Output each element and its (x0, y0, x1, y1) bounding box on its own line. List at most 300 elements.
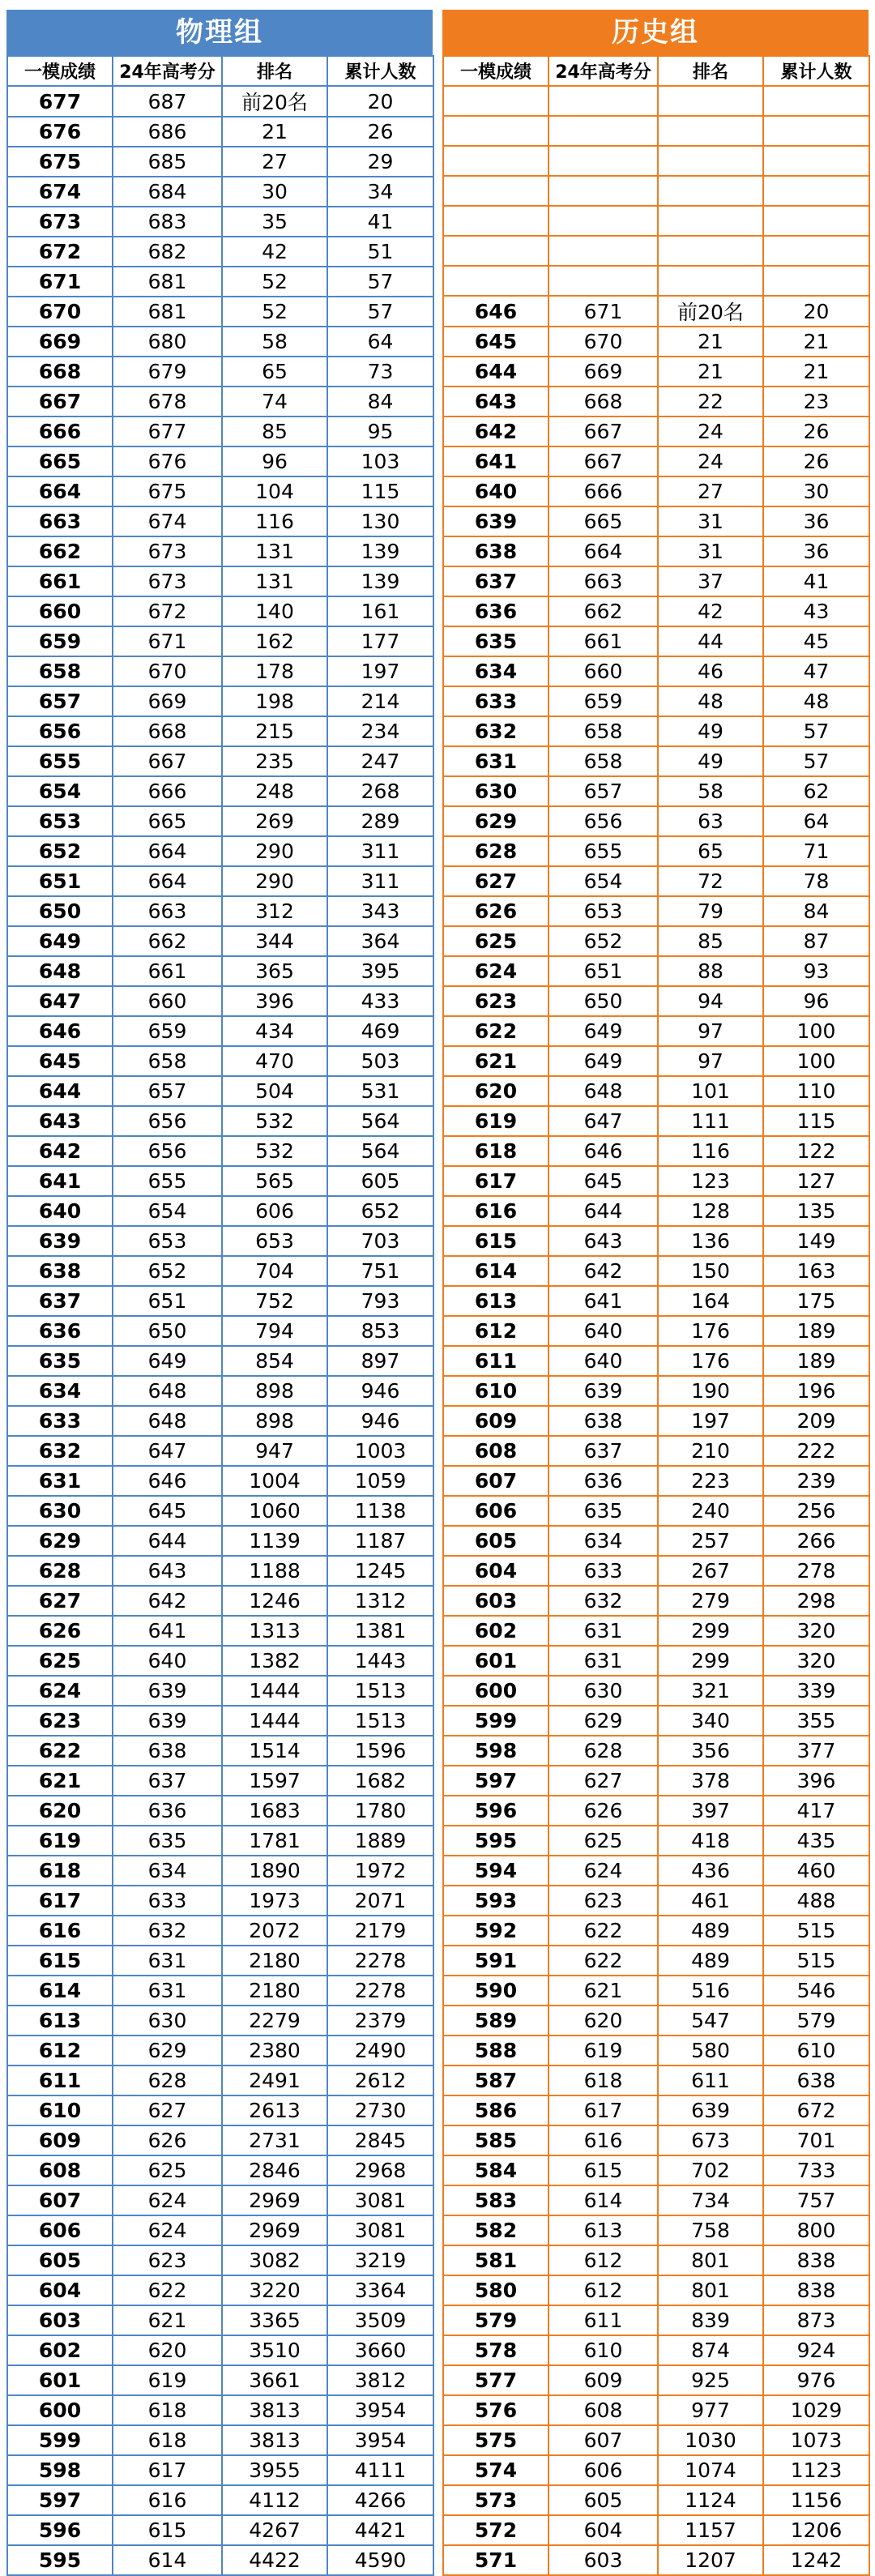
cell-mock-score: 582 (443, 2215, 548, 2245)
cell-rank: 547 (658, 2006, 763, 2036)
cell-mock-score (443, 86, 548, 116)
header-mock-score: 一模成绩 (7, 56, 113, 86)
cell-rank: 639 (658, 2095, 763, 2125)
cell-rank: 3813 (222, 2395, 327, 2425)
cell-rank: 101 (658, 1076, 763, 1106)
table-row (7, 986, 433, 1016)
cell-gaokao-score: 625 (113, 2155, 222, 2185)
cell-mock-score: 593 (443, 1886, 548, 1916)
table-row (443, 2275, 869, 2305)
cell-cumulative: 2071 (327, 1886, 433, 1916)
cell-gaokao-score: 621 (548, 1976, 658, 2006)
cell-mock-score: 615 (7, 1946, 113, 1976)
table-row (443, 806, 869, 836)
cell-cumulative: 320 (763, 1646, 869, 1676)
history-table (442, 55, 870, 2576)
table-row (443, 1166, 869, 1196)
table-row (7, 776, 433, 806)
table-row (7, 2006, 433, 2036)
table-row (443, 1736, 869, 1766)
cell-gaokao-score: 679 (113, 357, 222, 387)
cell-cumulative: 701 (763, 2125, 869, 2155)
table-row (443, 1046, 869, 1076)
table-row (7, 656, 433, 686)
cell-cumulative: 672 (763, 2095, 869, 2125)
header-cumulative: 累计人数 (327, 56, 433, 86)
cell-mock-score: 640 (443, 476, 548, 506)
cell-mock-score: 625 (7, 1646, 113, 1676)
cell-gaokao-score: 642 (548, 1256, 658, 1286)
cell-mock-score: 663 (7, 506, 113, 536)
cell-mock-score: 629 (7, 1526, 113, 1556)
cell-cumulative: 638 (763, 2065, 869, 2095)
cell-rank: 489 (658, 1916, 763, 1946)
cell-cumulative: 71 (763, 836, 869, 866)
cell-mock-score: 576 (443, 2395, 548, 2425)
cell-gaokao-score: 649 (113, 1346, 222, 1376)
cell-cumulative: 4266 (327, 2485, 433, 2515)
cell-mock-score: 609 (7, 2125, 113, 2155)
table-row (7, 1646, 433, 1676)
cell-mock-score: 627 (7, 1586, 113, 1616)
cell-rank: 21 (658, 357, 763, 387)
table-row (7, 1256, 433, 1286)
cell-rank: 96 (222, 446, 327, 476)
cell-gaokao-score: 665 (548, 506, 658, 536)
table-row (443, 2185, 869, 2215)
cell-rank: 前20名 (658, 296, 763, 327)
cell-mock-score: 606 (7, 2215, 113, 2245)
table-row (7, 1226, 433, 1256)
cell-gaokao-score: 615 (113, 2515, 222, 2545)
table-row (443, 866, 869, 896)
cell-gaokao-score: 631 (113, 1946, 222, 1976)
table-row (443, 2215, 869, 2245)
cell-mock-score: 658 (7, 656, 113, 686)
cell-mock-score: 628 (443, 836, 548, 866)
cell-cumulative: 564 (327, 1136, 433, 1166)
cell-mock-score: 588 (443, 2036, 548, 2065)
cell-gaokao-score: 642 (113, 1586, 222, 1616)
cell-rank: 85 (222, 417, 327, 446)
table-row (443, 2036, 869, 2065)
cell-rank: 752 (222, 1286, 327, 1316)
cell-cumulative: 4590 (327, 2545, 433, 2575)
table-row (443, 1706, 869, 1736)
cell-mock-score: 647 (7, 986, 113, 1016)
table-row (443, 1856, 869, 1886)
cell-cumulative: 2968 (327, 2155, 433, 2185)
cell-rank: 88 (658, 956, 763, 986)
table-row (7, 2185, 433, 2215)
cell-mock-score: 616 (443, 1196, 548, 1226)
table-row (7, 327, 433, 357)
cell-mock-score: 622 (443, 1016, 548, 1046)
table-row (443, 417, 869, 446)
cell-gaokao-score: 661 (548, 626, 658, 656)
cell-gaokao-score: 634 (548, 1526, 658, 1556)
cell-gaokao-score: 626 (548, 1796, 658, 1826)
cell-rank: 65 (658, 836, 763, 866)
cell-gaokao-score: 676 (113, 446, 222, 476)
header-gaokao-score: 24年高考分 (548, 56, 658, 86)
cell-gaokao-score: 685 (113, 147, 222, 177)
cell-mock-score: 626 (443, 896, 548, 926)
cell-mock-score: 602 (7, 2335, 113, 2365)
cell-mock-score: 608 (443, 1436, 548, 1466)
cell-rank: 58 (658, 776, 763, 806)
cell-rank: 3813 (222, 2425, 327, 2455)
table-row (443, 266, 869, 296)
cell-gaokao-score: 645 (113, 1496, 222, 1526)
cell-cumulative: 433 (327, 986, 433, 1016)
cell-mock-score: 587 (443, 2065, 548, 2095)
cell-mock-score: 586 (443, 2095, 548, 2125)
cell-gaokao-score: 615 (548, 2155, 658, 2185)
cell-rank: 702 (658, 2155, 763, 2185)
cell-rank: 516 (658, 1976, 763, 2006)
cell-rank (658, 206, 763, 236)
table-row (7, 86, 433, 117)
cell-rank: 235 (222, 746, 327, 776)
cell-gaokao-score: 604 (548, 2515, 658, 2545)
cell-cumulative: 115 (763, 1106, 869, 1136)
cell-mock-score: 591 (443, 1946, 548, 1976)
cell-cumulative: 139 (327, 536, 433, 566)
cell-gaokao-score: 654 (113, 1196, 222, 1226)
cell-gaokao-score: 650 (548, 986, 658, 1016)
cell-cumulative: 64 (763, 806, 869, 836)
cell-mock-score: 583 (443, 2185, 548, 2215)
table-row (443, 2245, 869, 2275)
cell-cumulative: 51 (327, 237, 433, 267)
table-row (443, 776, 869, 806)
cell-cumulative: 95 (327, 417, 433, 446)
cell-gaokao-score: 646 (548, 1136, 658, 1166)
cell-mock-score: 601 (7, 2365, 113, 2395)
cell-rank: 198 (222, 686, 327, 716)
cell-mock-score: 596 (7, 2515, 113, 2545)
cell-rank: 前20名 (222, 86, 327, 117)
cell-gaokao-score: 682 (113, 237, 222, 267)
cell-mock-score: 617 (443, 1166, 548, 1196)
history-panel (442, 10, 869, 2576)
header-rank: 排名 (658, 56, 763, 86)
cell-rank: 470 (222, 1046, 327, 1076)
cell-cumulative: 41 (763, 566, 869, 596)
cell-gaokao-score: 620 (548, 2006, 658, 2036)
cell-rank: 176 (658, 1316, 763, 1346)
cell-mock-score (443, 206, 548, 236)
cell-gaokao-score: 633 (113, 1886, 222, 1916)
table-row (7, 1976, 433, 2006)
cell-mock-score: 645 (443, 327, 548, 357)
cell-cumulative: 1187 (327, 1526, 433, 1556)
cell-rank: 1030 (658, 2425, 763, 2455)
cell-mock-score: 618 (7, 1856, 113, 1886)
cell-mock-score: 572 (443, 2515, 548, 2545)
cell-cumulative: 320 (763, 1616, 869, 1646)
cell-rank: 3220 (222, 2275, 327, 2305)
cell-rank: 3365 (222, 2305, 327, 2335)
cell-gaokao-score: 680 (113, 327, 222, 357)
cell-gaokao-score: 607 (548, 2425, 658, 2455)
cell-cumulative: 100 (763, 1016, 869, 1046)
cell-mock-score: 580 (443, 2275, 548, 2305)
cell-mock-score: 642 (443, 417, 548, 446)
cell-cumulative: 469 (327, 1016, 433, 1046)
cell-mock-score: 672 (7, 237, 113, 267)
table-row (443, 1016, 869, 1046)
cell-cumulative: 177 (327, 626, 433, 656)
cell-rank: 898 (222, 1376, 327, 1406)
cell-mock-score: 635 (7, 1346, 113, 1376)
cell-rank: 321 (658, 1676, 763, 1706)
cell-mock-score: 612 (7, 2036, 113, 2065)
cell-rank: 190 (658, 1376, 763, 1406)
cell-rank: 52 (222, 297, 327, 327)
header-cumulative: 累计人数 (763, 56, 869, 86)
table-row (7, 686, 433, 716)
cell-rank: 49 (658, 746, 763, 776)
cell-gaokao-score (548, 176, 658, 206)
cell-mock-score: 662 (7, 536, 113, 566)
table-row (443, 2006, 869, 2036)
table-row (7, 626, 433, 656)
cell-rank: 312 (222, 896, 327, 926)
cell-cumulative: 2379 (327, 2006, 433, 2036)
cell-mock-score: 578 (443, 2335, 548, 2365)
cell-cumulative: 1972 (327, 1856, 433, 1886)
cell-mock-score: 621 (443, 1046, 548, 1076)
table-row (7, 1346, 433, 1376)
cell-mock-score: 603 (7, 2305, 113, 2335)
cell-mock-score: 595 (7, 2545, 113, 2575)
cell-gaokao-score: 659 (113, 1016, 222, 1046)
cell-cumulative: 41 (327, 207, 433, 237)
table-row (443, 1766, 869, 1796)
cell-cumulative: 946 (327, 1406, 433, 1436)
cell-cumulative: 149 (763, 1226, 869, 1256)
cell-cumulative: 1073 (763, 2425, 869, 2455)
table-row (443, 1406, 869, 1436)
physics-header-row (7, 56, 433, 86)
cell-mock-score: 652 (7, 836, 113, 866)
header-mock-score: 一模成绩 (443, 56, 548, 86)
cell-gaokao-score: 647 (113, 1436, 222, 1466)
cell-mock-score: 608 (7, 2155, 113, 2185)
cell-cumulative: 73 (327, 357, 433, 387)
cell-rank: 365 (222, 956, 327, 986)
table-row (7, 2305, 433, 2335)
cell-cumulative: 1312 (327, 1586, 433, 1616)
cell-rank (658, 116, 763, 146)
cell-gaokao-score: 665 (113, 806, 222, 836)
table-row (443, 1226, 869, 1256)
cell-rank: 3510 (222, 2335, 327, 2365)
cell-mock-score: 665 (7, 446, 113, 476)
cell-rank: 48 (658, 686, 763, 716)
cell-mock-score: 650 (7, 896, 113, 926)
cell-mock-score: 605 (443, 1526, 548, 1556)
cell-cumulative: 1245 (327, 1556, 433, 1586)
cell-rank: 340 (658, 1706, 763, 1736)
cell-gaokao-score: 641 (113, 1616, 222, 1646)
cell-rank: 24 (658, 417, 763, 446)
cell-gaokao-score: 669 (113, 686, 222, 716)
table-row (7, 2275, 433, 2305)
cell-gaokao-score: 666 (548, 476, 658, 506)
table-row (7, 177, 433, 207)
cell-gaokao-score: 667 (548, 446, 658, 476)
table-row (443, 1826, 869, 1856)
table-row (443, 1466, 869, 1496)
cell-mock-score: 585 (443, 2125, 548, 2155)
table-row (7, 1406, 433, 1436)
cell-rank: 898 (222, 1406, 327, 1436)
cell-cumulative: 289 (327, 806, 433, 836)
cell-cumulative: 339 (763, 1676, 869, 1706)
cell-cumulative: 23 (763, 387, 869, 417)
cell-cumulative: 757 (763, 2185, 869, 2215)
cell-gaokao-score: 683 (113, 207, 222, 237)
cell-mock-score: 645 (7, 1046, 113, 1076)
cell-gaokao-score: 614 (548, 2185, 658, 2215)
cell-mock-score: 677 (7, 86, 113, 117)
cell-mock-score: 584 (443, 2155, 548, 2185)
cell-cumulative: 1682 (327, 1766, 433, 1796)
table-row (443, 2065, 869, 2095)
physics-title: 物理组 (6, 10, 433, 55)
cell-cumulative: 515 (763, 1916, 869, 1946)
cell-gaokao-score: 658 (113, 1046, 222, 1076)
cell-mock-score: 636 (443, 596, 548, 626)
cell-cumulative: 546 (763, 1976, 869, 2006)
table-row (7, 2095, 433, 2125)
cell-mock-score: 631 (7, 1466, 113, 1496)
cell-rank: 1444 (222, 1676, 327, 1706)
cell-mock-score: 641 (443, 446, 548, 476)
cell-cumulative: 189 (763, 1346, 869, 1376)
cell-rank: 30 (222, 177, 327, 207)
cell-cumulative: 127 (763, 1166, 869, 1196)
cell-mock-score: 609 (443, 1406, 548, 1436)
table-row (7, 596, 433, 626)
table-row (7, 476, 433, 506)
table-row (443, 1796, 869, 1826)
table-row (443, 716, 869, 746)
cell-gaokao-score: 652 (113, 1256, 222, 1286)
cell-cumulative: 1513 (327, 1676, 433, 1706)
cell-mock-score: 636 (7, 1316, 113, 1346)
table-row (7, 1196, 433, 1226)
cell-rank: 79 (658, 896, 763, 926)
cell-cumulative: 189 (763, 1316, 869, 1346)
cell-gaokao-score: 649 (548, 1046, 658, 1076)
table-row (7, 1796, 433, 1826)
cell-cumulative: 26 (763, 446, 869, 476)
table-row (443, 1346, 869, 1376)
cell-cumulative: 377 (763, 1736, 869, 1766)
cell-mock-score: 599 (7, 2425, 113, 2455)
cell-rank: 290 (222, 866, 327, 896)
table-row (7, 2395, 433, 2425)
cell-rank: 1683 (222, 1796, 327, 1826)
cell-gaokao-score: 670 (113, 656, 222, 686)
cell-rank (658, 176, 763, 206)
cell-mock-score: 668 (7, 357, 113, 387)
cell-gaokao-score: 666 (113, 776, 222, 806)
cell-cumulative: 57 (763, 716, 869, 746)
cell-gaokao-score: 612 (548, 2245, 658, 2275)
cell-cumulative: 100 (763, 1046, 869, 1076)
cell-cumulative: 610 (763, 2036, 869, 2065)
cell-mock-score: 620 (443, 1076, 548, 1106)
cell-mock-score: 626 (7, 1616, 113, 1646)
cell-gaokao-score: 644 (548, 1196, 658, 1226)
cell-gaokao-score (548, 236, 658, 266)
cell-mock-score: 613 (443, 1286, 548, 1316)
cell-cumulative: 1206 (763, 2515, 869, 2545)
cell-gaokao-score: 614 (113, 2545, 222, 2575)
cell-rank: 2969 (222, 2185, 327, 2215)
table-row (443, 836, 869, 866)
cell-rank: 580 (658, 2036, 763, 2065)
table-row (7, 2515, 433, 2545)
cell-cumulative: 268 (327, 776, 433, 806)
cell-rank: 257 (658, 1526, 763, 1556)
cell-rank: 2731 (222, 2125, 327, 2155)
cell-gaokao-score: 646 (113, 1466, 222, 1496)
cell-rank: 31 (658, 536, 763, 566)
table-row (7, 926, 433, 956)
cell-gaokao-score: 619 (548, 2036, 658, 2065)
table-row (7, 2215, 433, 2245)
cell-cumulative: 214 (327, 686, 433, 716)
cell-mock-score: 651 (7, 866, 113, 896)
cell-mock-score: 598 (7, 2455, 113, 2485)
cell-mock-score: 618 (443, 1136, 548, 1166)
table-row (443, 1496, 869, 1526)
cell-rank: 436 (658, 1856, 763, 1886)
cell-rank: 1124 (658, 2485, 763, 2515)
cell-mock-score: 623 (443, 986, 548, 1016)
cell-cumulative: 47 (763, 656, 869, 686)
cell-gaokao-score: 637 (548, 1436, 658, 1466)
table-row (443, 1316, 869, 1346)
table-row (443, 986, 869, 1016)
cell-gaokao-score: 660 (548, 656, 658, 686)
cell-rank: 611 (658, 2065, 763, 2095)
table-row (443, 896, 869, 926)
cell-cumulative: 579 (763, 2006, 869, 2036)
cell-rank: 854 (222, 1346, 327, 1376)
cell-mock-score: 594 (443, 1856, 548, 1886)
cell-mock-score: 599 (443, 1706, 548, 1736)
cell-mock-score: 639 (443, 506, 548, 536)
cell-cumulative: 139 (327, 566, 433, 596)
cell-gaokao-score: 641 (548, 1286, 658, 1316)
cell-rank: 269 (222, 806, 327, 836)
table-row (443, 2125, 869, 2155)
table-row (7, 417, 433, 446)
table-row (443, 596, 869, 626)
cell-gaokao-score: 636 (548, 1466, 658, 1496)
cell-cumulative: 163 (763, 1256, 869, 1286)
cell-mock-score: 630 (443, 776, 548, 806)
cell-gaokao-score: 611 (548, 2305, 658, 2335)
cell-mock-score: 635 (443, 626, 548, 656)
